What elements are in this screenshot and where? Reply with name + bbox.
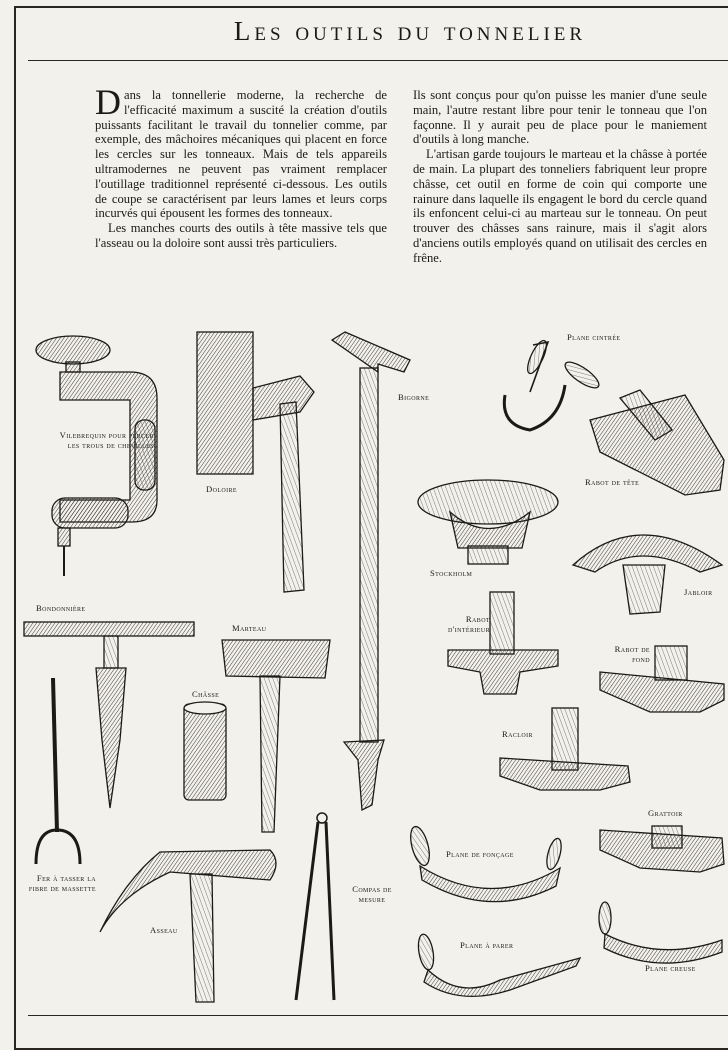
bondonniere-drawing: [24, 622, 194, 808]
label-plane-creuse: Plane creuse: [645, 963, 696, 973]
compas-drawing: [296, 813, 334, 1000]
plane-creuse-drawing: [599, 902, 722, 963]
label-rabot-de-fond: Rabot de fond: [614, 644, 650, 664]
paragraph: Ils sont conçus pour qu'on puisse les manier d'une seule main, l'autre restant libre pour tenir le tonneau que l'on façonne. Il y aurait peu de place pour le maniement d'outils à long manche.: [413, 88, 707, 147]
fer-a-tasser-drawing: [36, 678, 80, 864]
label-rabot-interieur: Rabot d'intérieur: [448, 614, 490, 634]
jabloir-drawing: [573, 535, 722, 614]
label-fer-a-tasser: Fer à tasser la fibre de massette: [28, 873, 96, 893]
rabot-interieur-drawing: [448, 592, 558, 694]
label-bigorne: Bigorne: [398, 392, 430, 402]
label-vilebrequin: Vilebrequin pour percer les trous de chevilles: [59, 430, 154, 450]
bigorne-drawing: [332, 332, 410, 810]
label-marteau: Marteau: [232, 623, 267, 633]
label-rabot-de-tete: Rabot de tête: [585, 477, 640, 487]
label-doloire: Doloire: [206, 484, 238, 494]
label-grattoir: Grattoir: [648, 808, 683, 818]
label-compas: Compas de mesure: [352, 884, 392, 904]
label-stockholm: Stockholm: [430, 568, 473, 578]
racloir-drawing: [500, 708, 630, 790]
label-asseau: Asseau: [150, 925, 178, 935]
label-plane-de-foncage: Plane de fonçage: [446, 849, 514, 859]
stockholm-drawing: [418, 480, 558, 564]
label-racloir: Racloir: [502, 729, 533, 739]
plane-de-foncage-drawing: [407, 825, 564, 902]
label-chasse: Châsse: [192, 689, 220, 699]
doloire-drawing: [197, 332, 314, 592]
paragraph: Dans la tonnellerie moderne, la recherche de l'efficacité maximum a suscité la création d'outils puissants facilitant le travail du tonnelier comme, par exemple, des mâchoires mécaniques qui placent en force les cercles sur les tonneaux. Mais de tels appareils ultramodernes ne peuvent pas vraiment remplacer l'outillage traditionnel représenté ci-dessous. Les outils de coupe se caractérisent par leurs lames et leurs corps incurvés qui épousent les formes des tonneaux.: [95, 82, 387, 221]
label-bondonniere: Bondonnière: [36, 603, 86, 613]
grattoir-drawing: [600, 826, 724, 872]
plane-cintree-drawing: [504, 338, 602, 430]
label-plane-a-parer: Plane à parer: [460, 940, 514, 950]
marteau-drawing: [222, 640, 330, 832]
paragraph: L'artisan garde toujours le marteau et la châsse à portée de main. La plupart des tonneliers fabriquent leur propre châsse, cet outil en forme de coin qui comporte une rainure dans laquelle ils engagent le bord du cercle quand ils enfoncent celui-ci au marteau sur le tonneau. On peut trouver des châsses sans rainure, mais il s'agit alors d'anciens outils employés quand on utilisait des cercles en frêne.: [413, 147, 707, 265]
drop-cap: D: [95, 82, 121, 122]
asseau-drawing: [100, 850, 276, 1002]
page-title: Les outils du tonnelier: [233, 16, 587, 46]
vilebrequin-drawing: [36, 336, 157, 576]
paragraph: Les manches courts des outils à tête massive tels que l'asseau ou la doloire sont aussi très particuliers.: [95, 221, 387, 250]
label-jabloir: Jabloir: [684, 587, 713, 597]
chasse-drawing: [184, 702, 226, 800]
label-plane-cintree: Plane cintrée: [567, 332, 621, 342]
